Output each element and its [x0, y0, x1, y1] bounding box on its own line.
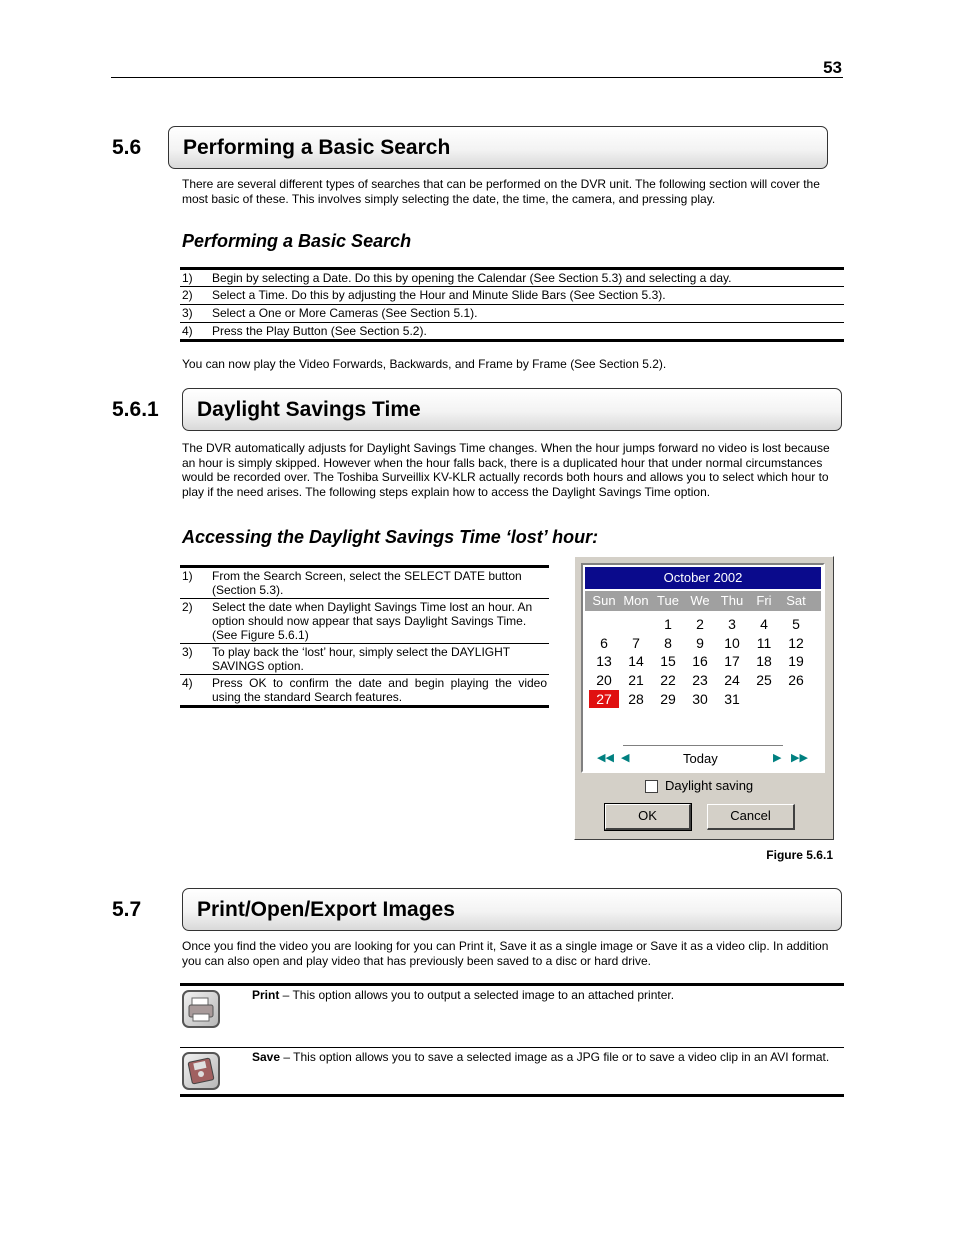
weekday-label: We: [690, 593, 710, 608]
section-intro: Once you find the video you are looking for you can Print it, Save it as a single image or Save it as a video clip. In addition you can also open and play video that has previously been saved to a disc or hard drive.: [182, 939, 829, 968]
calendar-day[interactable]: 14: [628, 653, 644, 670]
floppy-disk-icon: [182, 1052, 220, 1090]
calendar-day[interactable]: 15: [660, 653, 676, 670]
item-label: Print: [252, 988, 280, 1002]
calendar-day[interactable]: 19: [788, 653, 804, 670]
calendar-day[interactable]: 5: [792, 616, 800, 632]
list-item: [252, 1050, 832, 1065]
double-left-arrow-icon[interactable]: ◀◀: [597, 752, 614, 764]
subheading: Performing a Basic Search: [182, 231, 412, 251]
step-number: 4): [182, 676, 193, 690]
steps-table: [180, 267, 844, 342]
step-text: Press OK to confirm the date and begin playing the video using the standard Search features.: [212, 676, 547, 704]
ok-button[interactable]: OK: [605, 804, 691, 830]
table-divider: [180, 1047, 844, 1048]
table-row: [180, 269, 844, 287]
calendar-day[interactable]: 22: [660, 672, 676, 689]
step-text: Press the Play Button (See Section 5.2).: [212, 324, 427, 338]
calendar-day[interactable]: 13: [596, 653, 612, 670]
step-number: 1): [182, 569, 193, 583]
calendar-day[interactable]: 30: [692, 690, 708, 707]
calendar-day[interactable]: 16: [692, 653, 708, 670]
step-text: Begin by selecting a Date. Do this by opening the Calendar (See Section 5.3) and selecting a day.: [212, 271, 732, 285]
step-number: 2): [182, 600, 193, 614]
calendar-panel: [581, 563, 825, 773]
weekday-label: Fri: [756, 593, 772, 608]
calendar-day[interactable]: 29: [660, 690, 676, 707]
calendar-day[interactable]: 11: [756, 634, 772, 651]
table-bottom-rule: [180, 1094, 844, 1097]
item-text: – This option allows you to save a selected image as a JPG file or to save a video clip in an AVI format.: [280, 1050, 830, 1064]
item-text: – This option allows you to output a selected image to an attached printer.: [279, 988, 675, 1002]
weekday-label: Thu: [720, 593, 744, 608]
step-number: 3): [182, 306, 193, 320]
calendar-day[interactable]: 24: [724, 672, 740, 689]
double-right-arrow-icon[interactable]: ▶▶: [791, 752, 808, 764]
today-button[interactable]: Today: [683, 751, 718, 766]
daylight-saving-label: Daylight saving: [665, 778, 754, 793]
section-title: Print/Open/Export Images: [182, 888, 842, 931]
table-row: [180, 599, 549, 644]
figure-caption: Figure 5.6.1: [766, 848, 833, 862]
calendar-day[interactable]: 9: [696, 634, 704, 651]
calendar-day[interactable]: 20: [596, 672, 612, 689]
table-top-rule: [180, 983, 844, 986]
calendar-day[interactable]: 26: [788, 672, 804, 689]
table-row: [180, 305, 844, 323]
calendar-month-title: October 2002: [585, 567, 821, 589]
step-number: 2): [182, 288, 193, 302]
paragraph: You can now play the Video Forwards, Backwards, and Frame by Frame (See Section 5.2).: [182, 357, 667, 371]
calendar-day[interactable]: 12: [788, 634, 804, 651]
section-title: Performing a Basic Search: [168, 126, 828, 169]
table-row: [180, 675, 549, 707]
right-arrow-icon[interactable]: ▶: [773, 752, 782, 764]
table-row: [180, 567, 549, 599]
calendar-day[interactable]: 21: [628, 672, 644, 689]
table-row: [180, 644, 549, 675]
section-number: 5.6: [112, 136, 142, 159]
calendar-day[interactable]: 10: [724, 634, 740, 651]
calendar-day[interactable]: 17: [724, 653, 740, 670]
section-body: The DVR automatically adjusts for Daylight Savings Time changes. When the hour jumps forward no video is lost because an hour is simply skipped. However when the hour falls back, there is a duplicated hour that under normal circumstances would be recorded over. The Toshiba Surveillix KV-KLR actually records both hours and allows you to select which hour to play if the need arises. The following steps explain how to access the Daylight Savings Time option.: [182, 441, 830, 499]
table-row: [180, 287, 844, 305]
calendar-dialog: [574, 556, 834, 840]
step-text: Select a One or More Cameras (See Section 5.1).: [212, 306, 478, 320]
calendar-day[interactable]: 23: [692, 672, 708, 689]
calendar-day[interactable]: 4: [760, 616, 768, 632]
weekday-label: Tue: [657, 593, 679, 608]
header-rule: [111, 77, 843, 78]
list-item: [252, 988, 832, 1003]
calendar-day[interactable]: 25: [756, 672, 772, 689]
section-number: 5.7: [112, 898, 142, 921]
calendar-day[interactable]: 27: [589, 690, 619, 708]
calendar-day[interactable]: 6: [600, 634, 608, 651]
weekday-label: Sun: [592, 593, 616, 608]
calendar-day[interactable]: 8: [664, 634, 672, 651]
weekday-label: Sat: [786, 593, 806, 608]
section-intro: There are several different types of searches that can be performed on the DVR unit. The following section will cover the most basic of these. This involves simply selecting the date, the time, the camera, and pressing play.: [182, 177, 820, 206]
calendar-day[interactable]: 2: [696, 616, 704, 632]
calendar-day[interactable]: 7: [632, 634, 640, 651]
section-title: Daylight Savings Time: [182, 388, 842, 431]
step-text: To play back the ‘lost’ hour, simply select the DAYLIGHT SAVINGS option.: [212, 645, 510, 673]
calendar-day[interactable]: 31: [724, 690, 740, 707]
calendar-day[interactable]: 18: [756, 653, 772, 670]
left-arrow-icon[interactable]: ◀: [621, 752, 630, 764]
subheading: Accessing the Daylight Savings Time ‘lost’ hour:: [182, 527, 599, 547]
weekday-label: Mon: [623, 593, 649, 608]
item-label: Save: [252, 1050, 281, 1064]
section-number: 5.6.1: [112, 398, 159, 421]
weekday-header: [585, 591, 821, 611]
printer-icon: [182, 990, 220, 1028]
step-text: Select the date when Daylight Savings Time lost an hour. An option should now appear that says Daylight Savings Time. (See Figure 5.6.1): [212, 600, 533, 642]
calendar-day-grid: [585, 613, 821, 723]
calendar-day[interactable]: 1: [664, 616, 672, 632]
cancel-button[interactable]: Cancel: [707, 804, 795, 830]
daylight-saving-checkbox[interactable]: [645, 780, 658, 793]
calendar-day[interactable]: 3: [728, 616, 736, 632]
step-text: From the Search Screen, select the SELECT DATE button (Section 5.3).: [212, 569, 522, 597]
step-number: 1): [182, 271, 193, 285]
steps-table: [180, 565, 549, 708]
step-number: 3): [182, 645, 193, 659]
step-number: 4): [182, 324, 193, 338]
page-number: 53: [823, 58, 842, 77]
step-text: Select a Time. Do this by adjusting the Hour and Minute Slide Bars (See Section 5.3).: [212, 288, 666, 302]
table-row: [180, 323, 844, 341]
calendar-day[interactable]: 28: [628, 690, 644, 707]
calendar-divider: [623, 745, 783, 746]
